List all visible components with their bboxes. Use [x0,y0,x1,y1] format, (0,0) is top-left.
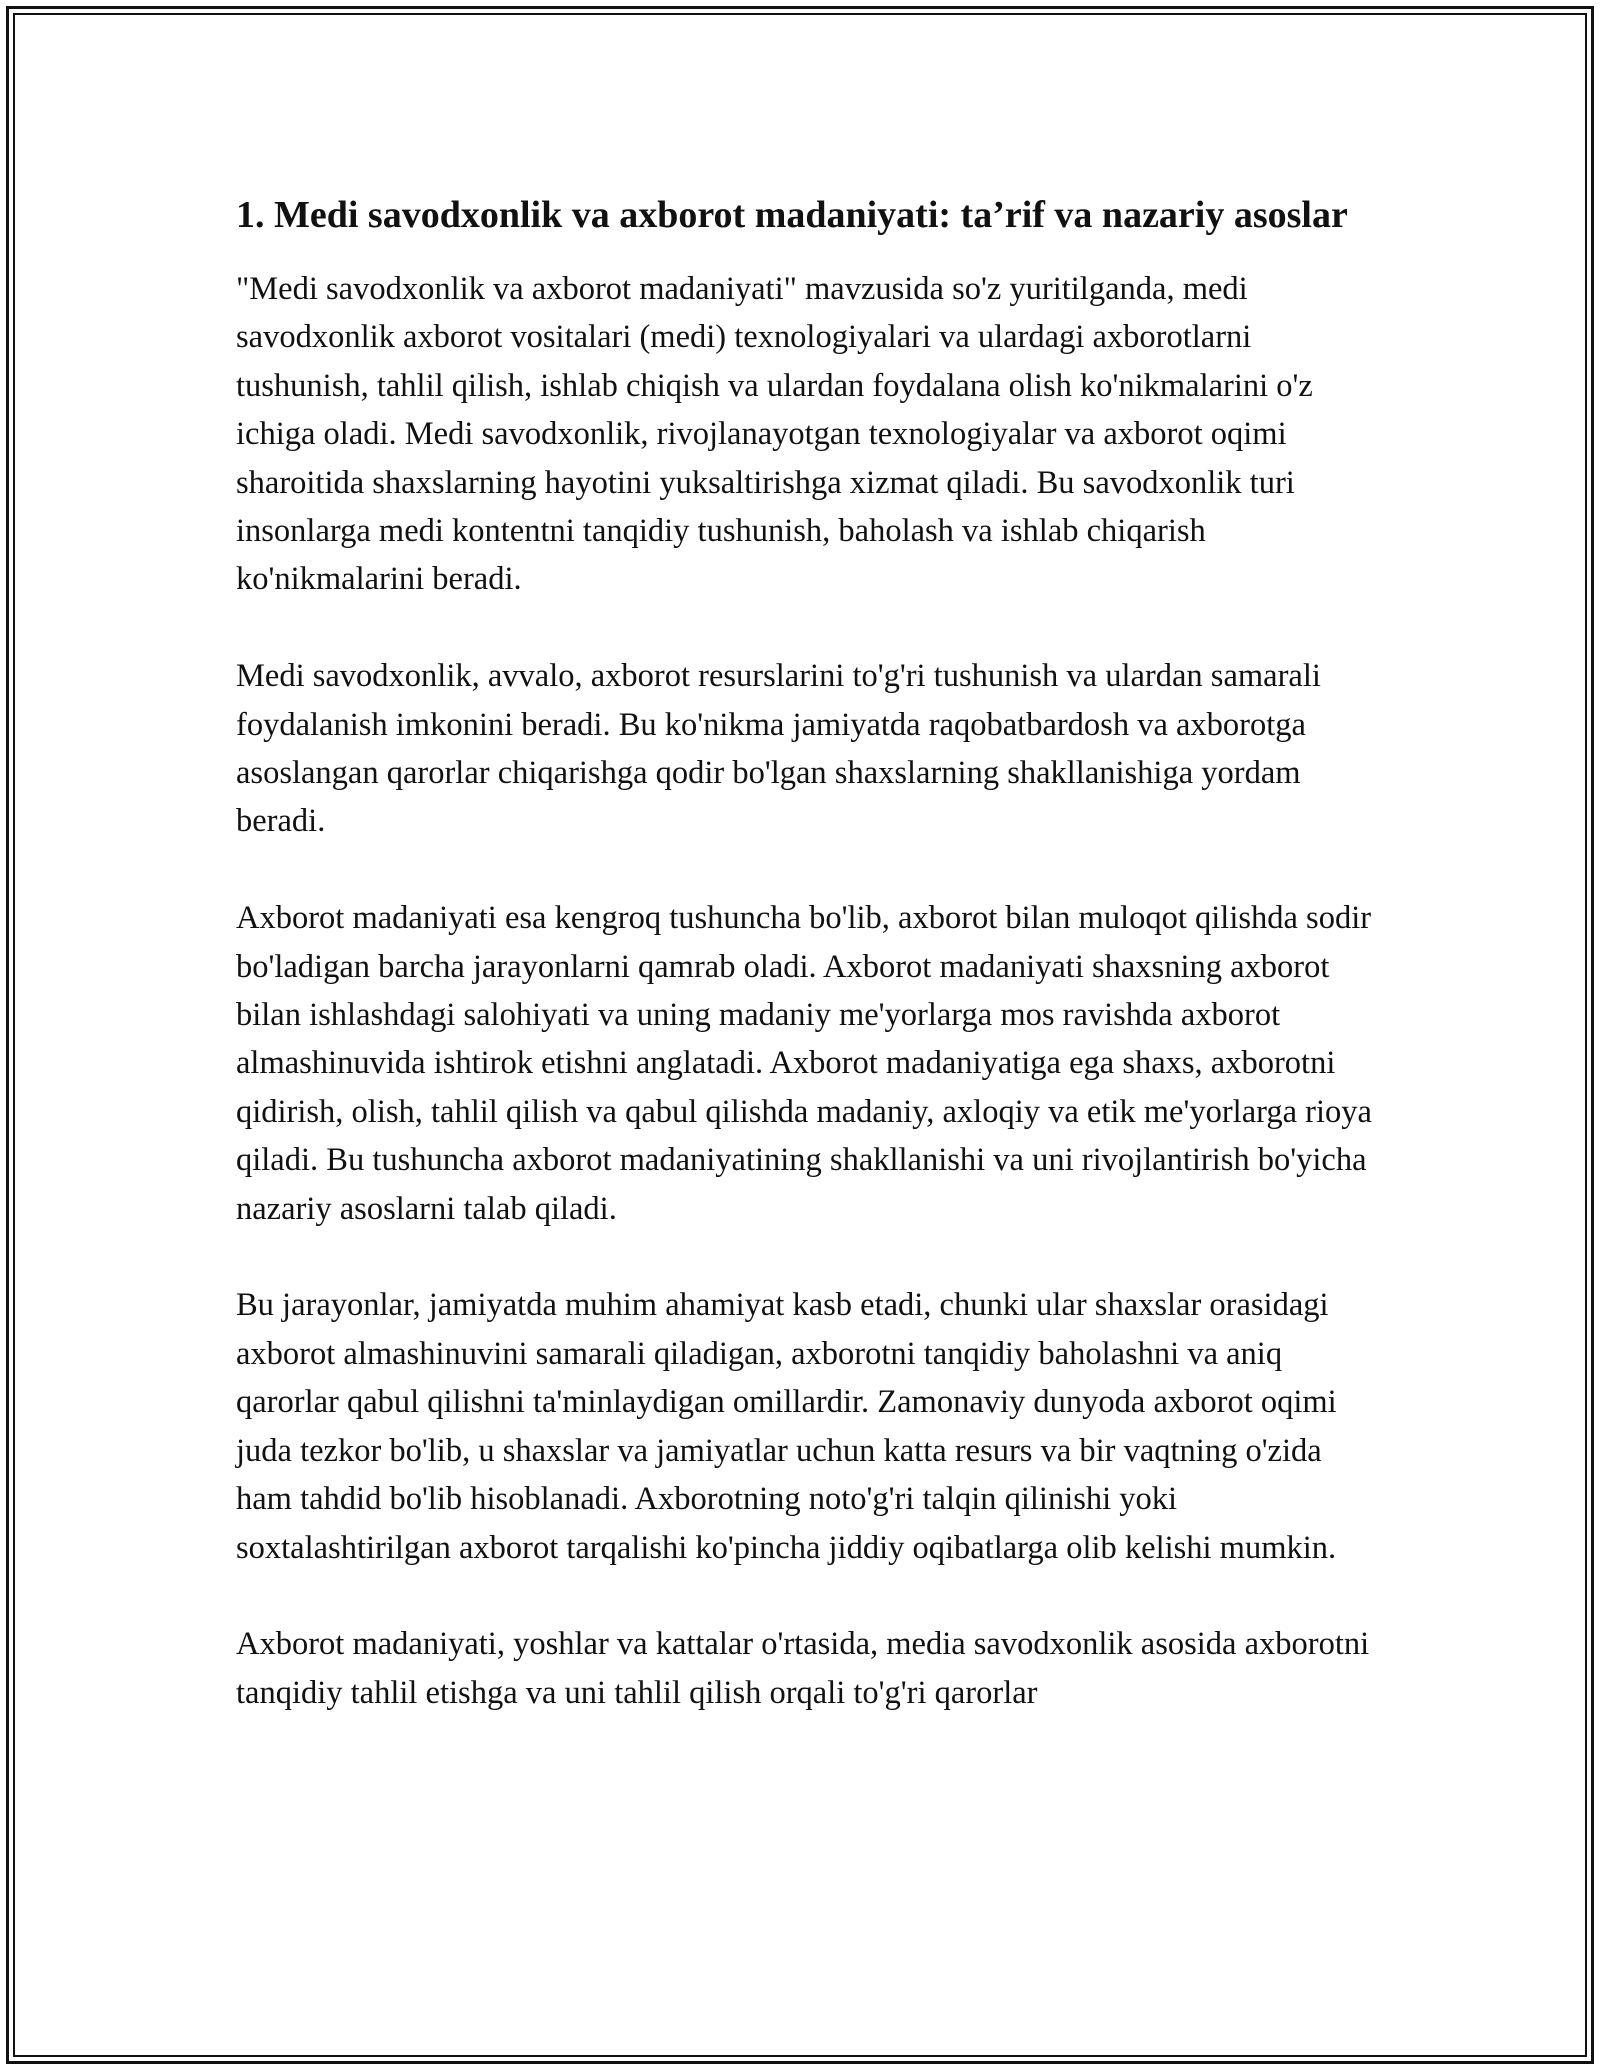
paragraph-5: Axborot madaniyati, yoshlar va kattalar o'rtasida, media savodxonlik asosida axborotni tanqidiy tahlil etishga va uni tahlil qilish orqali to'g'ri qarorlar [236,1626,1370,1711]
paragraph-2: Medi savodxonlik, avvalo, axborot resurslarini to'g'ri tushunish va ulardan samarali foydalanish imkonini beradi. Bu ko'nikma jamiyatda raqobatbardosh va axborotga asoslangan qarorlar chiqarishga qodir bo'lgan shaxslarning shakllanishiga yordam beradi. [236,658,1321,840]
section-heading: 1. Medi savodxonlik va axborot madaniyati: ta’rif va nazariy asoslar [236,194,1348,236]
document-body [236,188,1376,1766]
paragraph-1: "Medi savodxonlik va axborot madaniyati" mavzusida so'z yuritilganda, medi savodxonlik axborot vositalari (medi) texnologiyalari va ulardagi axborotlarni tushunish, tahlil qilish, ishlab chiqish va ulardan foydalana olish ko'nikmalarini o'z ichiga oladi. Medi savodxonlik, rivojlanayotgan texnologiyalar va axborot oqimi sharoitida shaxslarning hayotini yuksaltirishga xizmat qiladi. Bu savodxonlik turi insonlarga medi kontentni tanqidiy tushunish, baholash va ishlab chiqarish ko'nikmalarini beradi. [236,271,1313,598]
paragraph-3: Axborot madaniyati esa kengroq tushuncha bo'lib, axborot bilan muloqot qilishda sodir bo'ladigan barcha jarayonlarni qamrab oladi. Axborot madaniyati shaxsning axborot bilan ishlashdagi salohiyati va uning madaniy me'yorlarga mos ravishda axborot almashinuvida ishtirok etishni anglatadi. Axborot madaniyatiga ega shaxs, axborotni qidirish, olish, tahlil qilish va qabul qilishda madaniy, axloqiy va etik me'yorlarga rioya qiladi. Bu tushuncha axborot madaniyatining shakllanishi va uni rivojlantirish bo'yicha nazariy asoslarni talab qiladi. [236,900,1372,1227]
paragraph-4: Bu jarayonlar, jamiyatda muhim ahamiyat kasb etadi, chunki ular shaxslar orasidagi axborot almashinuvini samarali qiladigan, axborotni tanqidiy baholashni va aniq qarorlar qabul qilishni ta'minlaydigan omillardir. Zamonaviy dunyoda axborot oqimi juda tezkor bo'lib, u shaxslar va jamiyatlar uchun katta resurs va bir vaqtning o'zida ham tahdid bo'lib hisoblanadi. Axborotning noto'g'ri talqin qilinishi yoki soxtalashtirilgan axborot tarqalishi ko'pincha jiddiy oqibatlarga olib kelishi mumkin. [236,1287,1337,1566]
